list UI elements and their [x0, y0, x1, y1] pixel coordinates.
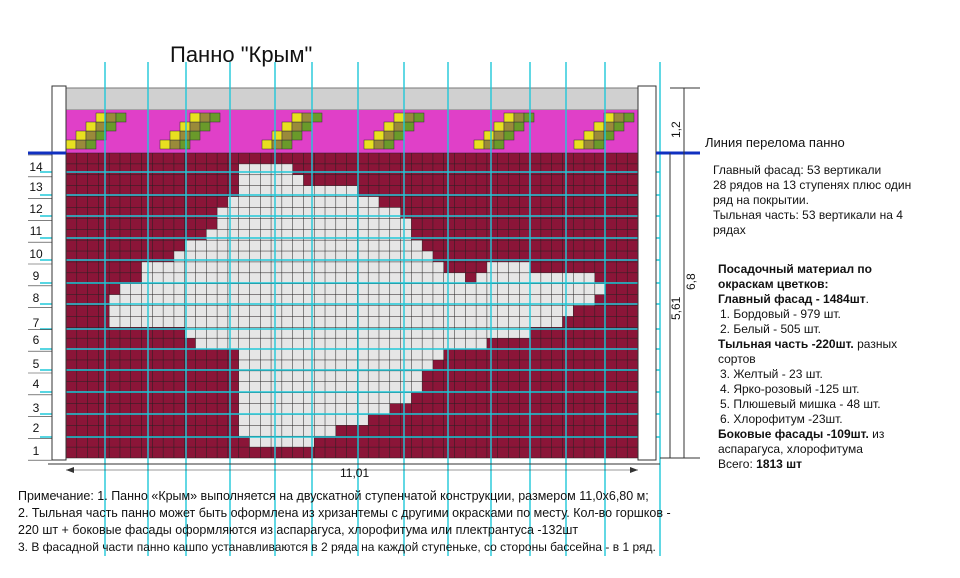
materials-list	[718, 262, 897, 472]
row-label: 9	[32, 269, 40, 283]
note-line: 2. Тыльная часть панно может быть оформлена из хризантемы с другими окрасками по месту. Кол-во горшков -	[18, 506, 671, 520]
facade-info-line: ряд на покрытии.	[713, 193, 809, 207]
row-label: 8	[32, 291, 40, 305]
facade-info-line: 28 рядов на 13 ступенях плюс один	[713, 178, 912, 192]
row-label: 6	[32, 333, 40, 347]
row-label: 5	[32, 357, 40, 371]
facade-info-line: Главный фасад: 53 вертикали	[713, 163, 882, 177]
main-facade-label: Главный фасад - 1484шт	[718, 292, 866, 306]
facade-info-line: рядах	[713, 223, 746, 237]
back-part-suffix: сортов	[718, 352, 756, 366]
note-line: Примечание: 1. Панно «Крым» выполняется на двускатной ступенчатой конструкции, размером 11,0х6,80 м;	[18, 489, 649, 503]
side-facade-suffix: из	[868, 427, 885, 441]
break-line-label: Линия перелома панно	[705, 135, 845, 150]
row-label: 11	[29, 224, 43, 238]
material-item: 5. Плюшевый мишка - 48 шт.	[720, 397, 881, 411]
diagram-title: Панно "Крым"	[170, 42, 313, 67]
side-facade-label: Боковые фасады -109шт.	[718, 427, 869, 441]
row-label: 3	[32, 401, 40, 415]
note-line: 3. В фасадной части панно кашпо устанавливаются в 2 ряда на каждой ступеньке, со стороны бассейна - в 1 ряд.	[18, 540, 656, 554]
row-label: 14	[29, 160, 43, 174]
note-line: 220 шт + боковые фасады оформляются из аспарагуса, хлорофитума или плектрантуса -132шт	[18, 523, 579, 537]
row-label: 2	[32, 421, 40, 435]
materials-heading: Посадочный материал по	[718, 262, 872, 276]
notes	[18, 488, 698, 556]
row-label: 1	[32, 444, 40, 458]
facade-info	[713, 163, 911, 238]
front-height-dimension: 5,61	[669, 296, 683, 320]
side-facade-suffix: аспарагуса, хлорофитума	[718, 442, 863, 456]
punct: .	[865, 292, 869, 306]
back-part-label: Тыльная часть -220шт.	[718, 337, 854, 351]
material-item: 4. Ярко-розовый -125 шт.	[720, 382, 860, 396]
row-label: 4	[32, 377, 40, 391]
material-item: 3. Желтый - 23 шт.	[720, 367, 823, 381]
materials-heading: окраскам цветков:	[718, 277, 829, 291]
row-label: 13	[29, 180, 43, 194]
width-dimension: 11,01	[340, 466, 370, 480]
material-item: 6. Хлорофитум -23шт.	[720, 412, 843, 426]
total-value: 1813 шт	[756, 457, 803, 471]
total-label: Всего:	[718, 457, 757, 471]
top-stripe	[66, 88, 638, 153]
row-label: 7	[32, 316, 40, 330]
back-part-suffix: разных	[853, 337, 898, 351]
top-height-dimension: 1,2	[669, 121, 683, 138]
total-height-dimension: 6,8	[684, 273, 698, 290]
facade-info-line: Тыльная часть: 53 вертикали на 4	[713, 208, 903, 222]
row-label: 12	[29, 202, 43, 216]
material-item: 1. Бордовый - 979 шт.	[720, 307, 841, 321]
row-label: 10	[29, 247, 43, 261]
material-item: 2. Белый - 505 шт.	[720, 322, 821, 336]
